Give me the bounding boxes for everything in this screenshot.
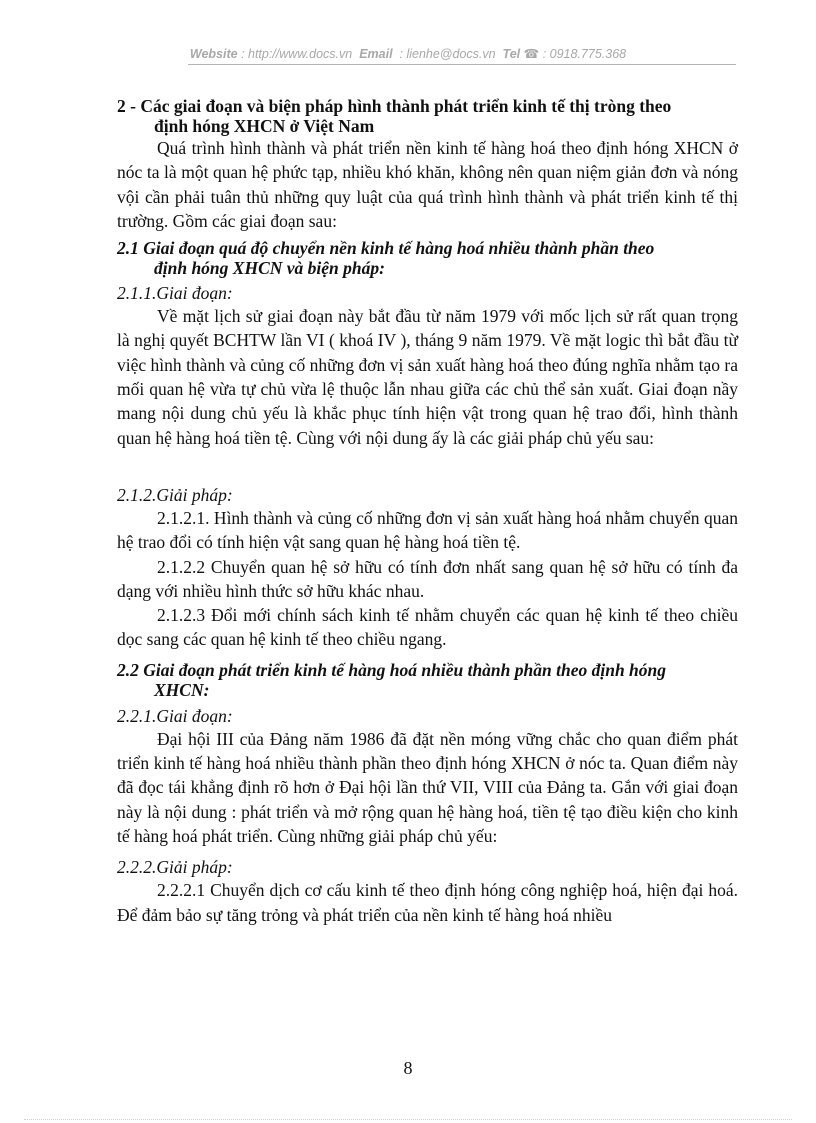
website-value: : http://www.docs.vn xyxy=(241,47,353,61)
paragraph-2-1-2-2: 2.1.2.2 Chuyển quan hệ sở hữu có tính đơn nhất sang quan hệ sở hữu có tính đa dạng với nhiều hình thức sở hữu khác nhau. xyxy=(117,556,738,601)
section-heading-2-1-line2: định hóng XHCN và biện pháp: xyxy=(154,258,385,279)
email-label: Email xyxy=(359,47,393,61)
paragraph-2-1-2-3: 2.1.2.3 Đổi mới chính sách kinh tế nhằm chuyển các quan hệ kinh tế theo chiều dọc sang các quan hệ kinh tế theo chiều ngang. xyxy=(117,605,738,650)
subheading-2-2-2: 2.2.2.Giải pháp: xyxy=(117,857,233,878)
subheading-2-2-1: 2.2.1.Giai đoạn: xyxy=(117,705,233,726)
section-heading-2-1 xyxy=(117,238,738,278)
intro-paragraph: Quá trình hình thành và phát triển nền kinh tế hàng hoá theo định hóng XHCN ở nóc ta là một quan hệ phức tạp, nhiều khó khăn, không nên quan niệm giản đơn và nóng vội cần phải tuân thủ những quy luật của quá trình hình thành và phát triển kinh tế thị trường. Gồm các giai đoạn sau: xyxy=(117,138,738,231)
paragraph-2-2-2-1: 2.2.2.1 Chuyển dịch cơ cấu kinh tế theo định hóng công nghiệp hoá, hiện đại hoá. Để đảm bảo sự tăng trỏng và phát triển của nền kinh tế hàng hoá nhiều xyxy=(117,880,738,925)
page-number: 8 xyxy=(403,1058,413,1078)
header-divider xyxy=(188,64,736,65)
email-value: : lienhe@docs.vn xyxy=(399,47,496,61)
paragraph-2-1-1: Về mặt lịch sử giai đoạn này bắt đầu từ năm 1979 với mốc lịch sử rất quan trọng là nghị quyết BCHTW lần VI ( khoá IV ), tháng 9 năm 1979. Về mặt logic thì bắt đầu từ việc hình thành và củng cố những đơn vị sản xuất hàng hoá theo đúng nghĩa nhằm tạo ra mối quan hệ vừa tự chủ vừa lệ thuộc lẫn nhau giữa các chủ thể sản xuất. Giai đoạn nầy mang nội dung chủ yếu là khắc phục tính hiện vật trong quan hệ trao đổi, hình thành quan hệ hàng hoá tiền tệ. Cùng với nội dung ấy là các giải pháp chủ yếu sau: xyxy=(117,306,738,448)
page-header xyxy=(0,46,816,61)
subheading-2-1-1: 2.1.1.Giai đoạn: xyxy=(117,283,233,304)
subheading-2-1-2: 2.1.2.Giải pháp: xyxy=(117,484,233,505)
tel-value: : 0918.775.368 xyxy=(542,47,627,61)
footer-divider xyxy=(24,1119,792,1120)
section-heading-2-line1: 2 - Các giai đoạn và biện pháp hình thành phát triển kinh tế thị tròng theo xyxy=(117,96,672,116)
paragraph-2-2-1: Đại hội III của Đảng năm 1986 đã đặt nền móng vững chắc cho quan điểm phát triển kinh tế hàng hoá nhiều thành phần theo định hóng XHCN ở nóc ta. Quan điểm này đã đọc tái khẳng định rõ hơn ở Đại hội lần thứ VII, VIII của Đảng ta. Gắn với giai đoạn này là nội dung : phát triển và mở rộng quan hệ hàng hoá, tiền tệ tạo điều kiện cho kinh tế hàng hoá phát triển. Cùng những giải pháp chủ yếu: xyxy=(117,728,738,846)
paragraph-2-1-2-1: 2.1.2.1. Hình thành và củng cố những đơn vị sản xuất hàng hoá nhằm chuyển quan hệ trao đổi có tính hiện vật sang quan hệ hàng hoá tiền tệ. xyxy=(117,507,738,553)
tel-label: Tel xyxy=(502,47,521,61)
document-body xyxy=(117,96,738,927)
section-heading-2-2 xyxy=(117,660,738,700)
phone-icon: ☎ xyxy=(523,47,540,61)
section-heading-2-line2: định hóng XHCN ở Việt Nam xyxy=(154,116,375,136)
website-label: Website xyxy=(189,47,238,61)
section-heading-2-2-line2: XHCN: xyxy=(154,679,210,700)
section-heading-2 xyxy=(117,96,738,136)
section-heading-2-1-line1: 2.1 Giai đoạn quá độ chuyển nền kinh tế hàng hoá nhiều thành phần theo xyxy=(117,238,655,259)
section-heading-2-2-line1: 2.2 Giai đoạn phát triển kinh tế hàng hoá nhiều thành phần theo định hóng xyxy=(117,659,667,680)
